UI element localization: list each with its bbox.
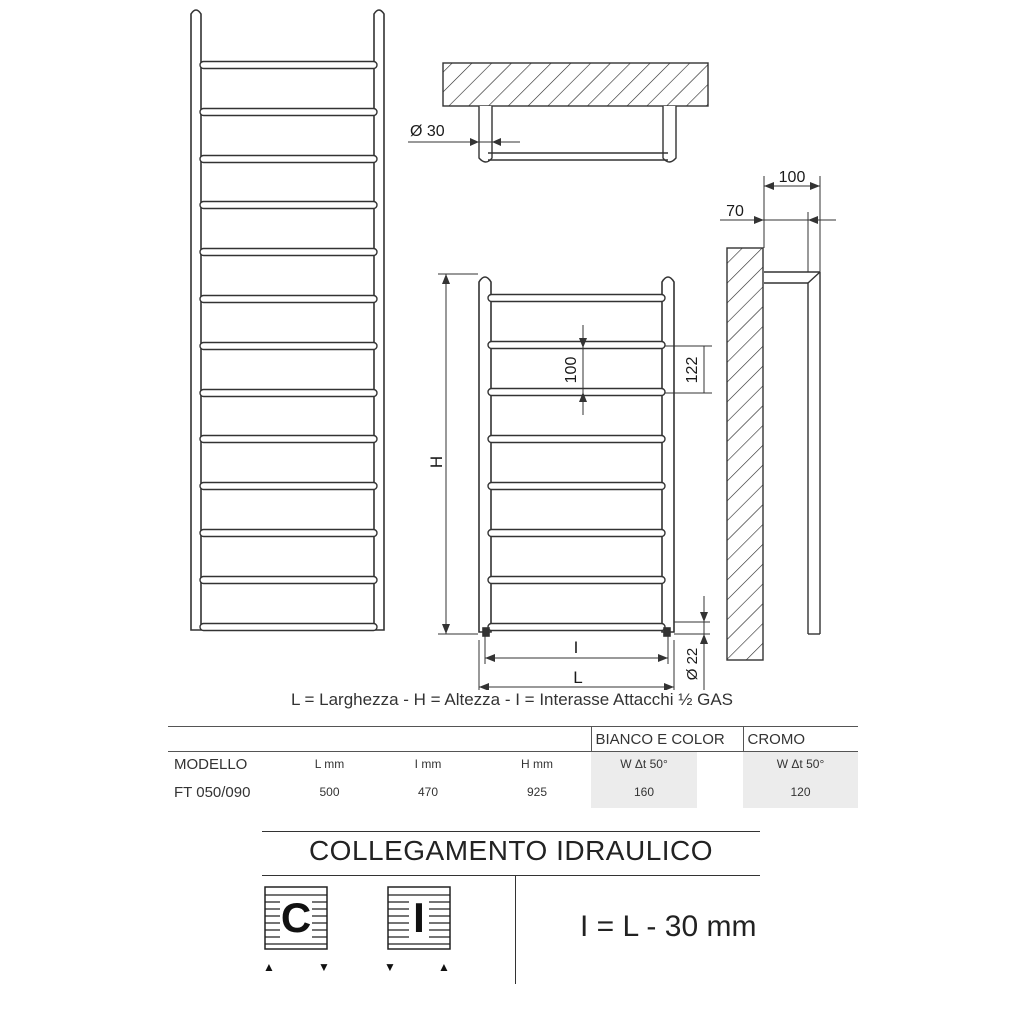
radiator-rail (200, 390, 377, 397)
radiator-rail (200, 249, 377, 256)
rail-spacing-label: 100 (563, 356, 580, 384)
radiator-rail (200, 62, 377, 69)
interaxis-label: I (573, 638, 579, 657)
radiator-rail (200, 296, 377, 303)
column-header-i: I mm (373, 752, 483, 777)
radiator-rail (200, 483, 377, 490)
front-view-radiator (191, 10, 384, 631)
pipe-diameter-label: Ø 30 (410, 123, 445, 140)
arrow-up-icon: ▲ (438, 960, 450, 974)
column-header-l: L mm (286, 752, 373, 777)
column-header-modello: MODELLO (168, 752, 286, 777)
spec-table (168, 726, 858, 808)
radiator-rail (488, 342, 665, 349)
cell-w-bianco: 160 (591, 776, 697, 808)
radiator-rail (488, 530, 665, 537)
radiator-rail (488, 624, 665, 631)
arrow-down-icon: ▼ (384, 960, 396, 974)
radiator-rail (488, 389, 665, 396)
radiator-rail (200, 530, 377, 537)
radiator-rail (488, 436, 665, 443)
arrow-down-icon: ▼ (318, 960, 330, 974)
hydraulic-title: COLLEGAMENTO IDRAULICO (308, 835, 714, 866)
connection-diameter-label: Ø 22 (684, 647, 701, 681)
radiator-rail (488, 483, 665, 490)
column-header-w-cromo: W Δt 50° (743, 752, 858, 777)
hydraulic-bottom-rule (262, 875, 760, 876)
radiator-rail (200, 156, 377, 163)
dimensioned-front-view (438, 274, 712, 690)
connection-type-c-letter: C (280, 894, 312, 941)
cell-i: 470 (417, 785, 439, 799)
radiator-rail (200, 202, 377, 209)
plan-view (408, 63, 708, 162)
hydraulic-separator (515, 876, 516, 984)
radiator-rail (200, 436, 377, 443)
hydraulic-top-rule (262, 831, 760, 832)
radiator-rail (488, 577, 665, 584)
depth-total-label: 100 (778, 169, 806, 186)
radiator-rail (200, 343, 377, 350)
radiator-rail (488, 295, 665, 302)
column-header-w-bianco: W Δt 50° (591, 752, 697, 777)
cell-h: 925 (526, 785, 548, 799)
dimension-legend: L = Larghezza - H = Altezza - I = Interasse Attacchi ½ GAS (290, 690, 734, 709)
connection-type-c-icon (264, 886, 328, 950)
radiator-rail (200, 624, 377, 631)
cell-model: FT 050/090 (174, 783, 251, 801)
radiator-rail (200, 577, 377, 584)
depth-wall-label: 70 (726, 203, 744, 220)
side-view (720, 176, 836, 660)
height-dimension-label: H (427, 455, 446, 469)
table-row (168, 776, 858, 808)
arrow-up-icon: ▲ (263, 960, 275, 974)
table-column-header (168, 752, 858, 777)
column-header-h: H mm (483, 752, 591, 777)
connection-type-i-letter: I (413, 894, 425, 941)
hydraulic-formula: I = L - 30 mm (580, 910, 757, 943)
rail-pitch-label: 122 (684, 356, 701, 384)
connection-type-i-icon (387, 886, 451, 950)
group-header-cromo: CROMO (743, 727, 858, 752)
width-label: L (573, 668, 583, 687)
group-header-bianco: BIANCO E COLOR (591, 727, 743, 752)
table-group-header (168, 727, 858, 752)
cell-l: 500 (319, 785, 340, 799)
cell-w-cromo: 120 (743, 776, 858, 808)
radiator-rail (200, 109, 377, 116)
